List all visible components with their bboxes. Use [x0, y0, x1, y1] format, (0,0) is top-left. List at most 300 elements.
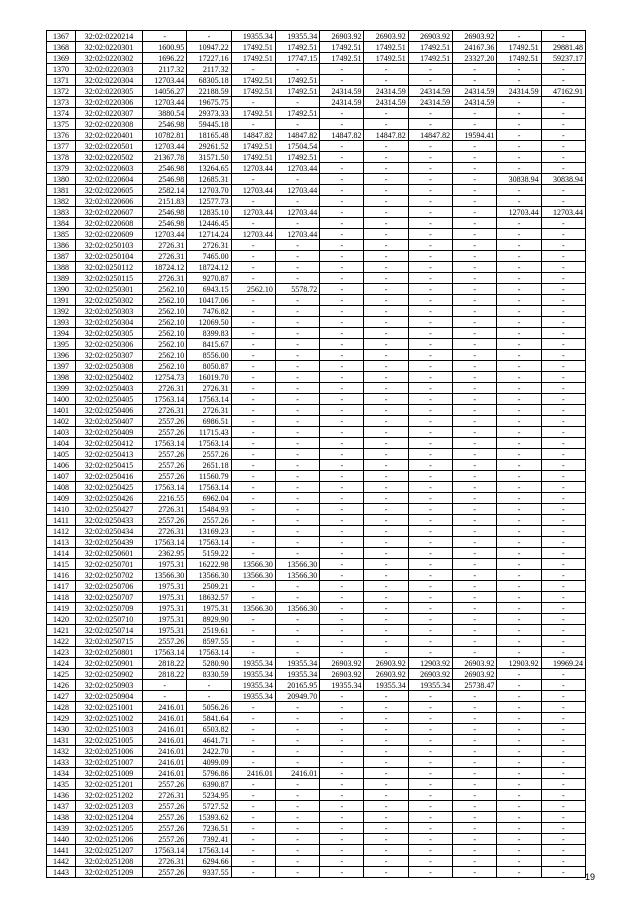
value-cell: 12703.44	[143, 141, 187, 152]
value-cell: -	[497, 130, 541, 141]
value-cell: -	[320, 75, 364, 86]
value-cell: -	[408, 559, 452, 570]
row-number-cell: 1436	[47, 790, 76, 801]
value-cell: -	[231, 504, 275, 515]
value-cell: 12703.44	[231, 185, 275, 196]
cadastral-number-cell: 32:02:0251002	[76, 713, 143, 724]
cadastral-number-cell: 32:02:0220607	[76, 207, 143, 218]
value-cell: 17492.51	[275, 42, 319, 53]
value-cell: 30838.94	[541, 174, 585, 185]
value-cell: 2582.14	[143, 185, 187, 196]
value-cell: -	[497, 240, 541, 251]
value-cell: 2557.26	[143, 801, 187, 812]
value-cell: 1975.31	[143, 614, 187, 625]
value-cell: -	[453, 284, 497, 295]
value-cell: 11560.79	[187, 471, 231, 482]
value-cell: 17563.14	[143, 438, 187, 449]
value-cell: -	[453, 108, 497, 119]
value-cell: -	[453, 581, 497, 592]
value-cell: 2216.55	[143, 493, 187, 504]
value-cell: -	[364, 196, 408, 207]
value-cell: -	[541, 724, 585, 735]
value-cell: -	[453, 394, 497, 405]
cadastral-number-cell: 32:02:0250305	[76, 328, 143, 339]
value-cell: -	[541, 119, 585, 130]
value-cell: -	[231, 372, 275, 383]
value-cell: 24314.59	[408, 97, 452, 108]
value-cell: -	[275, 64, 319, 75]
table-row	[47, 493, 586, 504]
table-row	[47, 383, 586, 394]
value-cell: -	[275, 196, 319, 207]
value-cell: 6986.51	[187, 416, 231, 427]
value-cell: -	[541, 702, 585, 713]
row-number-cell: 1404	[47, 438, 76, 449]
value-cell: -	[453, 790, 497, 801]
value-cell: -	[364, 75, 408, 86]
value-cell: -	[275, 295, 319, 306]
cadastral-number-cell: 32:02:0250104	[76, 251, 143, 262]
value-cell: -	[320, 526, 364, 537]
value-cell: -	[364, 559, 408, 570]
value-cell: -	[408, 449, 452, 460]
value-cell: -	[408, 405, 452, 416]
value-cell: 1975.31	[143, 625, 187, 636]
value-cell: 19594.41	[453, 130, 497, 141]
row-number-cell: 1437	[47, 801, 76, 812]
value-cell: -	[320, 482, 364, 493]
value-cell: -	[320, 328, 364, 339]
value-cell: 5841.64	[187, 713, 231, 724]
table-row	[47, 779, 586, 790]
cadastral-number-cell: 32:02:0250308	[76, 361, 143, 372]
value-cell: -	[231, 295, 275, 306]
table-row	[47, 262, 586, 273]
value-cell: -	[231, 262, 275, 273]
value-cell: -	[453, 603, 497, 614]
value-cell: 24314.59	[453, 97, 497, 108]
value-cell: 2416.01	[143, 735, 187, 746]
value-cell: -	[408, 493, 452, 504]
value-cell: -	[320, 273, 364, 284]
value-cell: 2562.10	[143, 350, 187, 361]
value-cell: 2562.10	[143, 306, 187, 317]
value-cell: -	[231, 702, 275, 713]
value-cell: -	[364, 493, 408, 504]
value-cell: -	[231, 240, 275, 251]
row-number-cell: 1406	[47, 460, 76, 471]
value-cell: 12703.70	[187, 185, 231, 196]
value-cell: -	[497, 471, 541, 482]
value-cell: 17563.14	[143, 482, 187, 493]
value-cell: -	[275, 306, 319, 317]
value-cell: -	[541, 130, 585, 141]
cadastral-number-cell: 32:02:0250715	[76, 636, 143, 647]
value-cell: 26903.92	[408, 31, 452, 42]
value-cell: 2818.22	[143, 658, 187, 669]
value-cell: 6294.66	[187, 856, 231, 867]
value-cell: 12903.92	[408, 658, 452, 669]
value-cell: -	[541, 845, 585, 856]
value-cell: -	[497, 361, 541, 372]
value-cell: -	[408, 581, 452, 592]
value-cell: -	[364, 768, 408, 779]
value-cell: 8556.00	[187, 350, 231, 361]
value-cell: -	[320, 438, 364, 449]
row-number-cell: 1383	[47, 207, 76, 218]
value-cell: -	[364, 394, 408, 405]
value-cell: 2362.95	[143, 548, 187, 559]
table-row	[47, 196, 586, 207]
value-cell: -	[231, 328, 275, 339]
row-number-cell: 1373	[47, 97, 76, 108]
value-cell: -	[231, 713, 275, 724]
value-cell: -	[231, 581, 275, 592]
table-row	[47, 647, 586, 658]
value-cell: -	[364, 548, 408, 559]
table-row	[47, 350, 586, 361]
value-cell: 17492.51	[364, 53, 408, 64]
table-row	[47, 757, 586, 768]
value-cell: 17492.51	[231, 42, 275, 53]
table-row	[47, 75, 586, 86]
table-row	[47, 229, 586, 240]
value-cell: 13566.30	[231, 570, 275, 581]
value-cell: -	[320, 394, 364, 405]
cadastral-number-cell: 32:02:0250407	[76, 416, 143, 427]
cadastral-number-cell: 32:02:0220307	[76, 108, 143, 119]
value-cell: -	[320, 262, 364, 273]
value-cell: -	[541, 592, 585, 603]
value-cell: 19355.34	[231, 691, 275, 702]
table-row	[47, 537, 586, 548]
cadastral-number-cell: 32:02:0251003	[76, 724, 143, 735]
table-row	[47, 207, 586, 218]
value-cell: -	[497, 669, 541, 680]
value-cell: -	[275, 328, 319, 339]
value-cell: 4641.71	[187, 735, 231, 746]
value-cell: -	[364, 240, 408, 251]
value-cell: -	[497, 867, 541, 878]
cadastral-number-cell: 32:02:0250903	[76, 680, 143, 691]
cadastral-number-cell: 32:02:0250416	[76, 471, 143, 482]
row-number-cell: 1416	[47, 570, 76, 581]
value-cell: 17492.51	[231, 53, 275, 64]
value-cell: -	[497, 416, 541, 427]
value-cell: 2557.26	[143, 471, 187, 482]
value-cell: 26903.92	[453, 669, 497, 680]
cadastral-number-cell: 32:02:0250304	[76, 317, 143, 328]
value-cell: -	[541, 779, 585, 790]
value-cell: -	[453, 493, 497, 504]
value-cell: 2651.18	[187, 460, 231, 471]
value-cell: 12703.44	[275, 185, 319, 196]
value-cell: 2416.01	[143, 724, 187, 735]
value-cell: -	[453, 504, 497, 515]
value-cell: 17227.16	[187, 53, 231, 64]
cadastral-number-cell: 32:02:0250901	[76, 658, 143, 669]
value-cell: -	[497, 163, 541, 174]
value-cell: -	[231, 757, 275, 768]
value-cell: -	[231, 97, 275, 108]
value-cell: -	[408, 746, 452, 757]
table-row	[47, 405, 586, 416]
value-cell: 12685.31	[187, 174, 231, 185]
value-cell: -	[497, 647, 541, 658]
value-cell: -	[364, 724, 408, 735]
row-number-cell: 1415	[47, 559, 76, 570]
value-cell: -	[408, 284, 452, 295]
value-cell: 12714.24	[187, 229, 231, 240]
value-cell: -	[541, 361, 585, 372]
value-cell: -	[541, 713, 585, 724]
value-cell: -	[541, 757, 585, 768]
value-cell: -	[231, 856, 275, 867]
value-cell: -	[320, 64, 364, 75]
row-number-cell: 1419	[47, 603, 76, 614]
value-cell: 26903.92	[320, 31, 364, 42]
table-row	[47, 449, 586, 460]
value-cell: 15484.93	[187, 504, 231, 515]
value-cell: -	[453, 548, 497, 559]
value-cell: -	[497, 713, 541, 724]
cadastral-number-cell: 32:02:0250405	[76, 394, 143, 405]
cadastral-number-cell: 32:02:0220603	[76, 163, 143, 174]
value-cell: 19355.34	[231, 31, 275, 42]
row-number-cell: 1398	[47, 372, 76, 383]
value-cell: -	[541, 438, 585, 449]
value-cell: 2416.01	[143, 713, 187, 724]
value-cell: 8597.55	[187, 636, 231, 647]
value-cell: -	[320, 306, 364, 317]
value-cell: -	[453, 812, 497, 823]
value-cell: -	[453, 691, 497, 702]
value-cell: -	[497, 592, 541, 603]
value-cell: -	[497, 493, 541, 504]
value-cell: 24314.59	[408, 86, 452, 97]
table-row	[47, 856, 586, 867]
value-cell: -	[453, 724, 497, 735]
cadastral-number-cell: 32:02:0250701	[76, 559, 143, 570]
value-cell: -	[497, 438, 541, 449]
cadastral-number-cell: 32:02:0250709	[76, 603, 143, 614]
value-cell: -	[408, 427, 452, 438]
value-cell: -	[364, 812, 408, 823]
value-cell: -	[275, 856, 319, 867]
value-cell: -	[231, 493, 275, 504]
value-cell: -	[541, 108, 585, 119]
table-row	[47, 339, 586, 350]
value-cell: -	[408, 691, 452, 702]
value-cell: -	[497, 218, 541, 229]
value-cell: 12446.45	[187, 218, 231, 229]
value-cell: -	[497, 581, 541, 592]
value-cell: -	[364, 251, 408, 262]
value-cell: 18165.48	[187, 130, 231, 141]
row-number-cell: 1439	[47, 823, 76, 834]
value-cell: 9270.87	[187, 273, 231, 284]
cadastral-number-cell: 32:02:0251207	[76, 845, 143, 856]
row-number-cell: 1374	[47, 108, 76, 119]
value-cell: -	[231, 735, 275, 746]
value-cell: -	[408, 306, 452, 317]
value-cell: 26903.92	[320, 658, 364, 669]
table-row	[47, 306, 586, 317]
value-cell: -	[497, 768, 541, 779]
value-cell: -	[231, 625, 275, 636]
value-cell: -	[364, 790, 408, 801]
value-cell: -	[364, 823, 408, 834]
value-cell: -	[275, 757, 319, 768]
value-cell: -	[320, 174, 364, 185]
value-cell: -	[541, 691, 585, 702]
value-cell: -	[364, 845, 408, 856]
value-cell: -	[320, 757, 364, 768]
value-cell: -	[275, 240, 319, 251]
row-number-cell: 1396	[47, 350, 76, 361]
value-cell: -	[541, 64, 585, 75]
value-cell: -	[453, 207, 497, 218]
value-cell: -	[364, 295, 408, 306]
value-cell: -	[364, 218, 408, 229]
value-cell: 2726.31	[143, 240, 187, 251]
value-cell: -	[541, 251, 585, 262]
value-cell: -	[408, 460, 452, 471]
value-cell: -	[541, 295, 585, 306]
value-cell: -	[453, 350, 497, 361]
row-number-cell: 1371	[47, 75, 76, 86]
value-cell: 1696.22	[143, 53, 187, 64]
cadastral-number-cell: 32:02:0250306	[76, 339, 143, 350]
value-cell: -	[497, 570, 541, 581]
value-cell: 7465.00	[187, 251, 231, 262]
value-cell: -	[408, 548, 452, 559]
cadastral-number-cell: 32:02:0250426	[76, 493, 143, 504]
value-cell: -	[408, 174, 452, 185]
value-cell: -	[497, 757, 541, 768]
value-cell: -	[364, 416, 408, 427]
value-cell: 2818.22	[143, 669, 187, 680]
value-cell: -	[541, 317, 585, 328]
value-cell: -	[231, 482, 275, 493]
value-cell: -	[231, 647, 275, 658]
value-cell: -	[275, 262, 319, 273]
value-cell: -	[143, 680, 187, 691]
value-cell: -	[320, 119, 364, 130]
value-cell: -	[275, 416, 319, 427]
value-cell: -	[541, 141, 585, 152]
value-cell: 14847.82	[231, 130, 275, 141]
row-number-cell: 1407	[47, 471, 76, 482]
value-cell: -	[497, 537, 541, 548]
value-cell: -	[275, 317, 319, 328]
value-cell: 2557.26	[143, 823, 187, 834]
value-cell: -	[453, 713, 497, 724]
value-cell: 6390.87	[187, 779, 231, 790]
value-cell: 2562.10	[143, 361, 187, 372]
value-cell: 13566.30	[187, 570, 231, 581]
value-cell: -	[320, 713, 364, 724]
value-cell: 5796.86	[187, 768, 231, 779]
value-cell: -	[497, 812, 541, 823]
value-cell: -	[541, 449, 585, 460]
table-row	[47, 570, 586, 581]
value-cell: -	[364, 515, 408, 526]
value-cell: 17563.14	[187, 438, 231, 449]
cadastral-number-cell: 32:02:0250904	[76, 691, 143, 702]
cadastral-number-cell: 32:02:0251201	[76, 779, 143, 790]
cadastral-number-cell: 32:02:0220604	[76, 174, 143, 185]
cadastral-number-cell: 32:02:0250433	[76, 515, 143, 526]
value-cell: 20949.70	[275, 691, 319, 702]
value-cell: 7392.41	[187, 834, 231, 845]
value-cell: -	[320, 504, 364, 515]
value-cell: -	[453, 647, 497, 658]
row-number-cell: 1367	[47, 31, 76, 42]
value-cell: -	[497, 64, 541, 75]
cadastral-number-cell: 32:02:0250103	[76, 240, 143, 251]
cadastral-number-cell: 32:02:0250307	[76, 350, 143, 361]
value-cell: 12703.44	[143, 75, 187, 86]
table-row	[47, 64, 586, 75]
value-cell: -	[275, 746, 319, 757]
row-number-cell: 1414	[47, 548, 76, 559]
value-cell: 2546.98	[143, 174, 187, 185]
value-cell: -	[497, 273, 541, 284]
cadastral-number-cell: 32:02:0250112	[76, 262, 143, 273]
cadastral-number-cell: 32:02:0250706	[76, 581, 143, 592]
table-row	[47, 614, 586, 625]
value-cell: 1600.95	[143, 42, 187, 53]
value-cell: -	[497, 526, 541, 537]
value-cell: -	[231, 614, 275, 625]
row-number-cell: 1393	[47, 317, 76, 328]
value-cell: -	[497, 405, 541, 416]
value-cell: -	[453, 317, 497, 328]
value-cell: 31571.50	[187, 152, 231, 163]
value-cell: 19355.34	[275, 658, 319, 669]
value-cell: -	[320, 339, 364, 350]
value-cell: 1975.31	[143, 559, 187, 570]
table-row	[47, 438, 586, 449]
value-cell: -	[320, 317, 364, 328]
value-cell: -	[497, 603, 541, 614]
value-cell: 47162.91	[541, 86, 585, 97]
value-cell: -	[231, 845, 275, 856]
value-cell: 2557.26	[143, 834, 187, 845]
row-number-cell: 1417	[47, 581, 76, 592]
value-cell: -	[453, 141, 497, 152]
value-cell: -	[408, 185, 452, 196]
value-cell: -	[541, 273, 585, 284]
value-cell: -	[497, 97, 541, 108]
value-cell: -	[408, 614, 452, 625]
value-cell: -	[453, 757, 497, 768]
value-cell: -	[275, 779, 319, 790]
value-cell: -	[408, 790, 452, 801]
value-cell: 12703.44	[231, 207, 275, 218]
value-cell: -	[364, 614, 408, 625]
value-cell: -	[320, 790, 364, 801]
value-cell: -	[408, 845, 452, 856]
cadastral-number-cell: 32:02:0251009	[76, 768, 143, 779]
table-row	[47, 416, 586, 427]
value-cell: -	[541, 504, 585, 515]
value-cell: -	[364, 141, 408, 152]
value-cell: -	[541, 625, 585, 636]
value-cell: 19969.24	[541, 658, 585, 669]
value-cell: 23327.20	[453, 53, 497, 64]
